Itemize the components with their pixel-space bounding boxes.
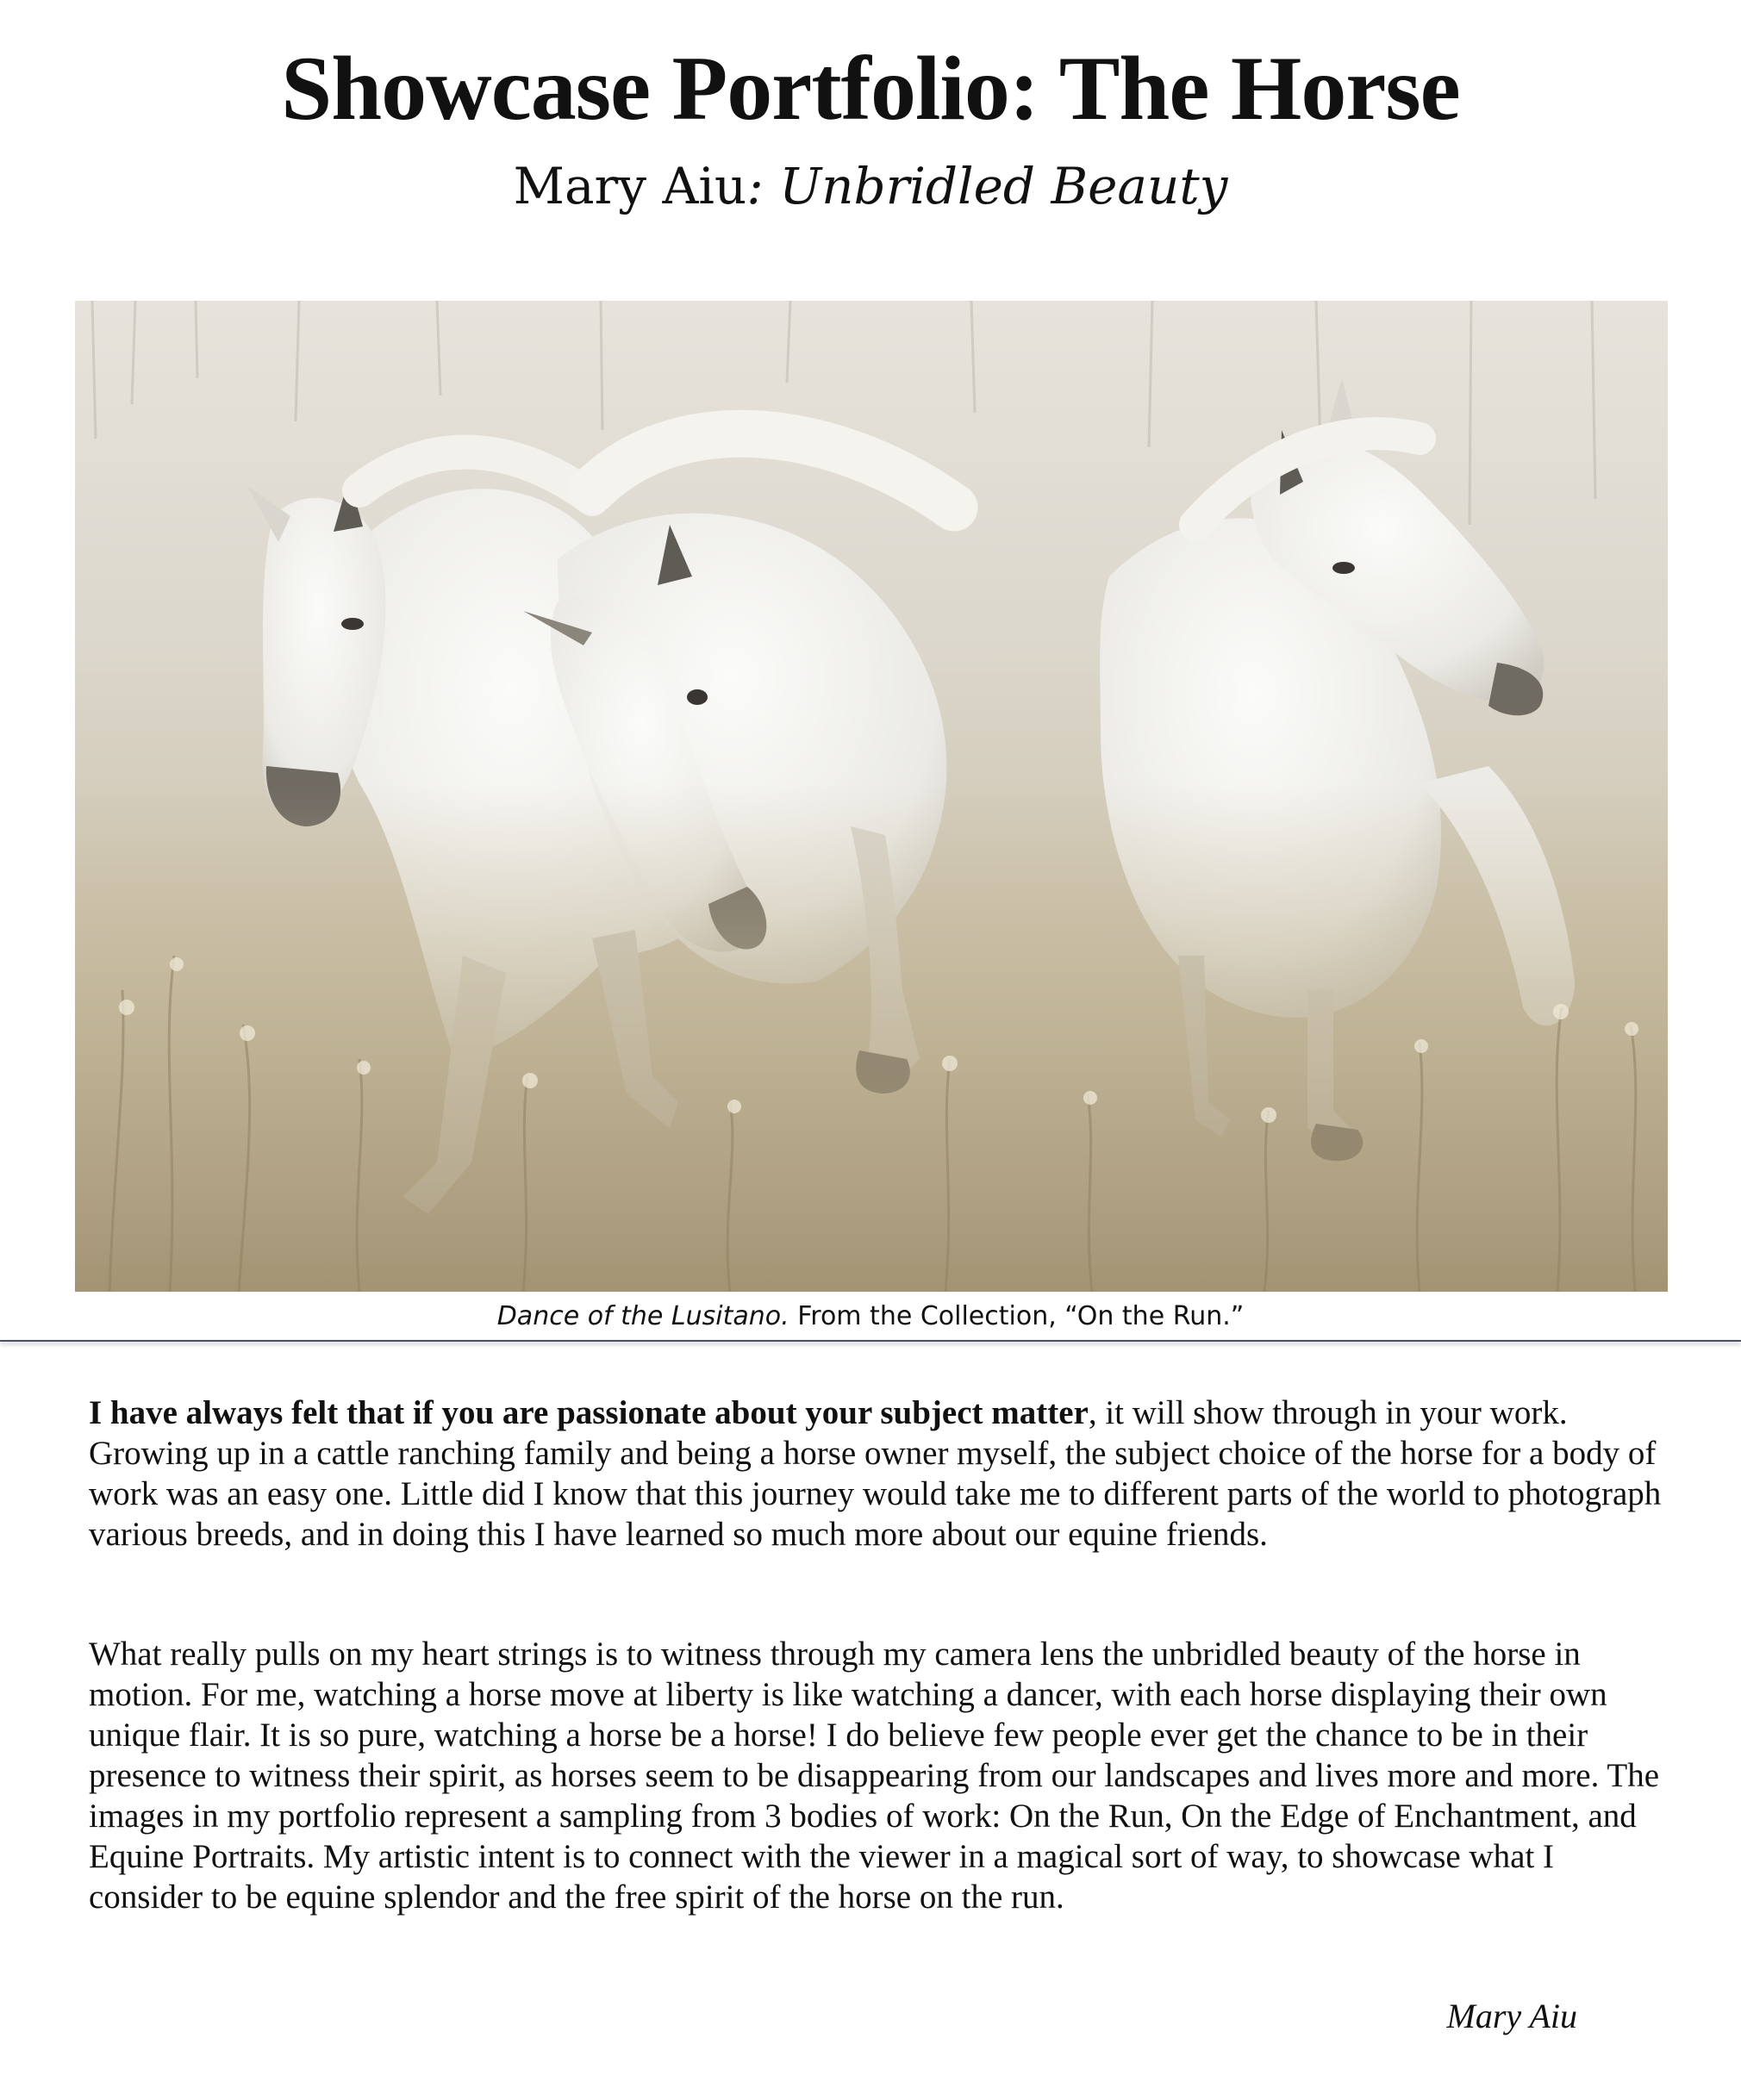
photo-caption bbox=[0, 1294, 1741, 1339]
article-paragraph-2: What really pulls on my heart strings is to witness through my camera lens the unbridled beauty of the horse in motion. For me, watching a horse move at liberty is like watching a dancer, with each horse displaying their own unique flair. It is so pure, watching a horse be a horse! I do believe few people ever get the chance to be in their presence to witness their spirit, as horses seem to be disappearing from our landscapes and lives more and more. The images in my portfolio represent a sampling from 3 bodies of work: On the Run, On the Edge of Enchantment, and Equine Portraits. My artistic intent is to connect with the viewer in a magical sort of way, to showcase what I consider to be equine splendor and the free spirit of the horse on the run. bbox=[89, 1636, 1660, 1916]
page-title: Showcase Portfolio: The Horse bbox=[281, 38, 1460, 139]
lead-statement: I have always felt that if you are passionate about your subject matter bbox=[89, 1394, 1089, 1431]
section-divider bbox=[0, 1340, 1741, 1342]
horses-photo bbox=[75, 301, 1668, 1292]
caption-title: Dance of the Lusitano. bbox=[496, 1301, 789, 1331]
author-signature: Mary Aiu bbox=[1446, 1997, 1577, 2035]
page-subtitle bbox=[0, 152, 1741, 221]
article-paragraph-1 bbox=[89, 1393, 1675, 1555]
horses-photo-icon bbox=[75, 301, 1668, 1292]
collection-title: Unbridled Beauty bbox=[779, 157, 1228, 215]
author-name: Mary Aiu bbox=[513, 157, 747, 215]
paragraph-1-text: , it will show through in your work. Growing up in a cattle ranching family and being a horse owner myself, the subject choice of the horse for a body of work was an easy one. Little did I know that this journey would take me to different parts of the world to photograph various breeds, and in doing this I have learned so much more about our equine friends. bbox=[89, 1394, 1662, 1553]
caption-text: From the Collection, “On the Run.” bbox=[789, 1301, 1245, 1331]
subtitle-separator: : bbox=[746, 157, 780, 215]
